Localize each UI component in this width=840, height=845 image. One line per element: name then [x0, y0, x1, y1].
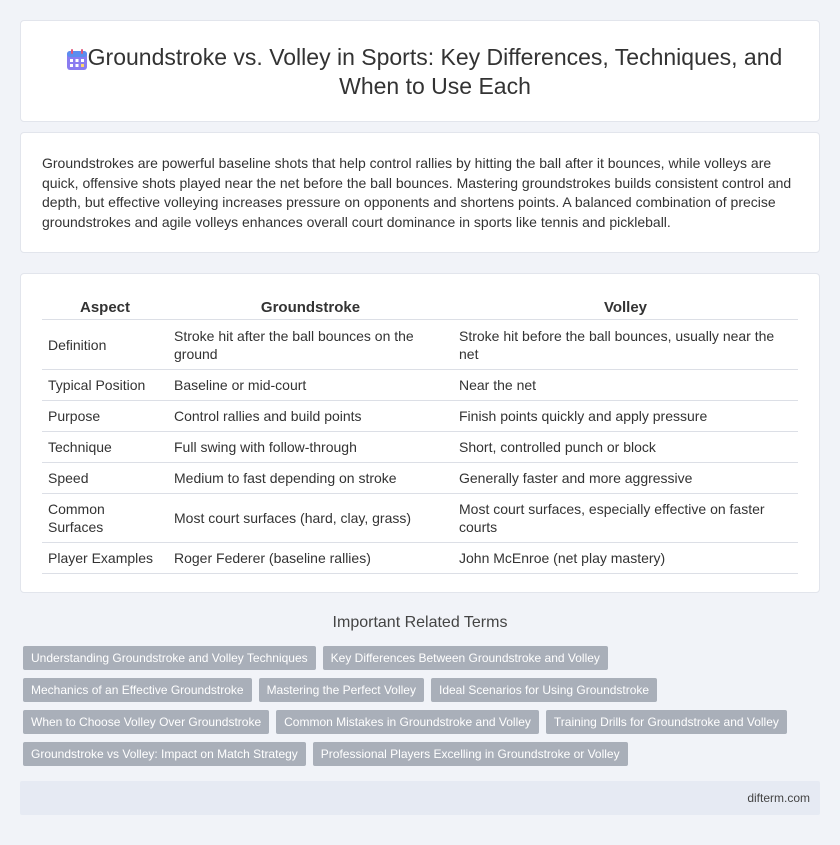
aspect-cell: Technique	[42, 432, 168, 463]
groundstroke-cell: Stroke hit after the ball bounces on the ground	[168, 320, 453, 370]
page-title: Groundstroke vs. Volley in Sports: Key Differences, Techniques, and When to Use Each	[87, 44, 783, 99]
related-term-tag[interactable]: Mastering the Perfect Volley	[259, 678, 424, 702]
aspect-cell: Player Examples	[42, 543, 168, 574]
table-row	[42, 494, 798, 543]
aspect-cell: Common Surfaces	[42, 494, 168, 543]
table-row	[42, 463, 798, 494]
table-row	[42, 543, 798, 574]
volley-cell: John McEnroe (net play mastery)	[453, 543, 798, 574]
groundstroke-cell: Control rallies and build points	[168, 401, 453, 432]
aspect-cell: Speed	[42, 463, 168, 494]
volley-cell: Short, controlled punch or block	[453, 432, 798, 463]
aspect-cell: Definition	[42, 320, 168, 370]
related-term-tag[interactable]: Key Differences Between Groundstroke and Volley	[323, 646, 608, 670]
related-term-tag[interactable]: Common Mistakes in Groundstroke and Volley	[276, 710, 539, 734]
groundstroke-cell: Roger Federer (baseline rallies)	[168, 543, 453, 574]
header-aspect: Aspect	[42, 296, 168, 320]
footer	[20, 781, 820, 815]
related-term-tag[interactable]: Training Drills for Groundstroke and Volley	[546, 710, 787, 734]
related-term-tag[interactable]: Understanding Groundstroke and Volley Techniques	[23, 646, 316, 670]
groundstroke-cell: Most court surfaces (hard, clay, grass)	[168, 494, 453, 543]
table-row	[42, 432, 798, 463]
related-terms-list	[23, 646, 803, 774]
volley-cell: Near the net	[453, 370, 798, 401]
volley-cell: Finish points quickly and apply pressure	[453, 401, 798, 432]
comparison-table-card	[20, 273, 820, 593]
volley-cell: Stroke hit before the ball bounces, usually near the net	[453, 320, 798, 370]
groundstroke-cell: Medium to fast depending on stroke	[168, 463, 453, 494]
comparison-table	[42, 296, 798, 574]
aspect-cell: Typical Position	[42, 370, 168, 401]
table-row	[42, 370, 798, 401]
header-card	[20, 20, 820, 122]
groundstroke-cell: Baseline or mid-court	[168, 370, 453, 401]
groundstroke-cell: Full swing with follow-through	[168, 432, 453, 463]
intro-card	[20, 132, 820, 253]
header-groundstroke: Groundstroke	[168, 296, 453, 320]
intro-paragraph: Groundstrokes are powerful baseline shots that help control rallies by hitting the ball after it bounces, while volleys are quick, offensive shots played near the net before the ball bounces. Mastering groundstrokes builds consistent control and depth, but effective volleying increases pressure on opponents and shortens points. A balanced combination of precise groundstrokes and agile volleys enhances overall court dominance in sports like tennis and pickleball.	[42, 155, 792, 230]
table-row	[42, 401, 798, 432]
header-volley: Volley	[453, 296, 798, 320]
table-row	[42, 320, 798, 370]
aspect-cell: Purpose	[42, 401, 168, 432]
related-term-tag[interactable]: Groundstroke vs Volley: Impact on Match Strategy	[23, 742, 306, 766]
related-terms-heading: Important Related Terms	[332, 614, 508, 631]
footer-site-link[interactable]: difterm.com	[747, 791, 810, 805]
volley-cell: Generally faster and more aggressive	[453, 463, 798, 494]
related-term-tag[interactable]: Mechanics of an Effective Groundstroke	[23, 678, 252, 702]
volley-cell: Most court surfaces, especially effective on faster courts	[453, 494, 798, 543]
related-term-tag[interactable]: Professional Players Excelling in Groundstroke or Volley	[313, 742, 628, 766]
table-header-row	[42, 296, 798, 320]
related-term-tag[interactable]: When to Choose Volley Over Groundstroke	[23, 710, 269, 734]
related-term-tag[interactable]: Ideal Scenarios for Using Groundstroke	[431, 678, 657, 702]
